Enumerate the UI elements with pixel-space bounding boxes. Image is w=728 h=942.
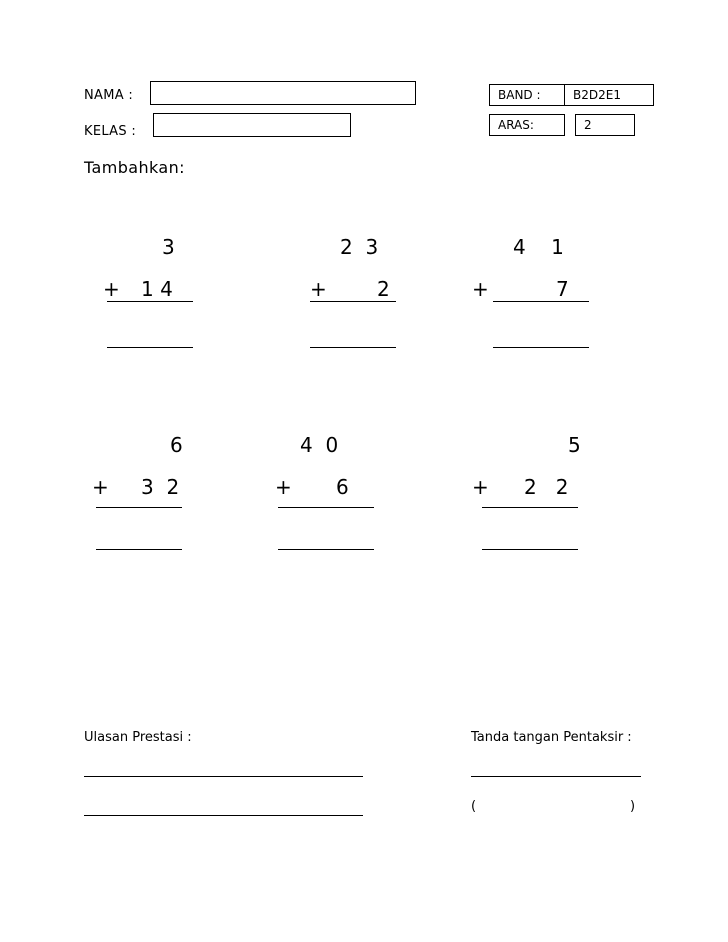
instruction-title: Tambahkan: [84,158,185,177]
problem-3-top: 4 1 [513,235,564,259]
problem-5-bottom: 6 [336,475,349,499]
signature-line[interactable] [471,776,641,777]
problem-4-bottom: 3 2 [141,475,180,499]
problem-6-bottom: 2 2 [524,475,569,499]
problem-5-rule [278,507,374,508]
problem-4-answer-line[interactable] [96,549,182,550]
problem-2-plus: + [310,277,327,301]
paren-open: ( [471,799,477,814]
tanda-label: Tanda tangan Pentaksir : [471,730,632,745]
nama-label: NAMA : [84,88,134,103]
problem-4-plus: + [92,475,109,499]
problem-3-plus: + [472,277,489,301]
paren-close: ) [630,799,636,814]
problem-2-bottom: 2 [377,277,390,301]
problem-5-answer-line[interactable] [278,549,374,550]
problem-2-top: 2 3 [340,235,379,259]
problem-1-rule [107,301,193,302]
band-label-cell [489,84,565,106]
band-value: B2D2E1 [573,88,621,102]
problem-4-top: 6 [170,433,183,457]
ulasan-line-2[interactable] [84,815,363,816]
problem-3-rule [493,301,589,302]
problem-1-bottom: 1 4 [141,277,173,301]
aras-label-cell [489,114,565,136]
problem-4-rule [96,507,182,508]
problem-6-answer-line[interactable] [482,549,578,550]
problem-6-top: 5 [568,433,581,457]
kelas-label: KELAS : [84,124,137,139]
problem-5-top: 4 0 [300,433,339,457]
band-label: BAND : [498,88,541,102]
nama-field[interactable] [150,81,416,105]
problem-1-top: 3 [162,235,175,259]
problem-5-plus: + [275,475,292,499]
aras-value-cell [575,114,635,136]
aras-label: ARAS: [498,118,534,132]
ulasan-line-1[interactable] [84,776,363,777]
problem-6-rule [482,507,578,508]
problem-2-answer-line[interactable] [310,347,396,348]
problem-3-bottom: 7 [556,277,569,301]
problem-1-answer-line[interactable] [107,347,193,348]
problem-3-answer-line[interactable] [493,347,589,348]
ulasan-label: Ulasan Prestasi : [84,730,192,745]
kelas-field[interactable] [153,113,351,137]
problem-2-rule [310,301,396,302]
problem-1-plus: + [103,277,120,301]
problem-6-plus: + [472,475,489,499]
band-value-cell [564,84,654,106]
aras-value: 2 [584,118,592,132]
